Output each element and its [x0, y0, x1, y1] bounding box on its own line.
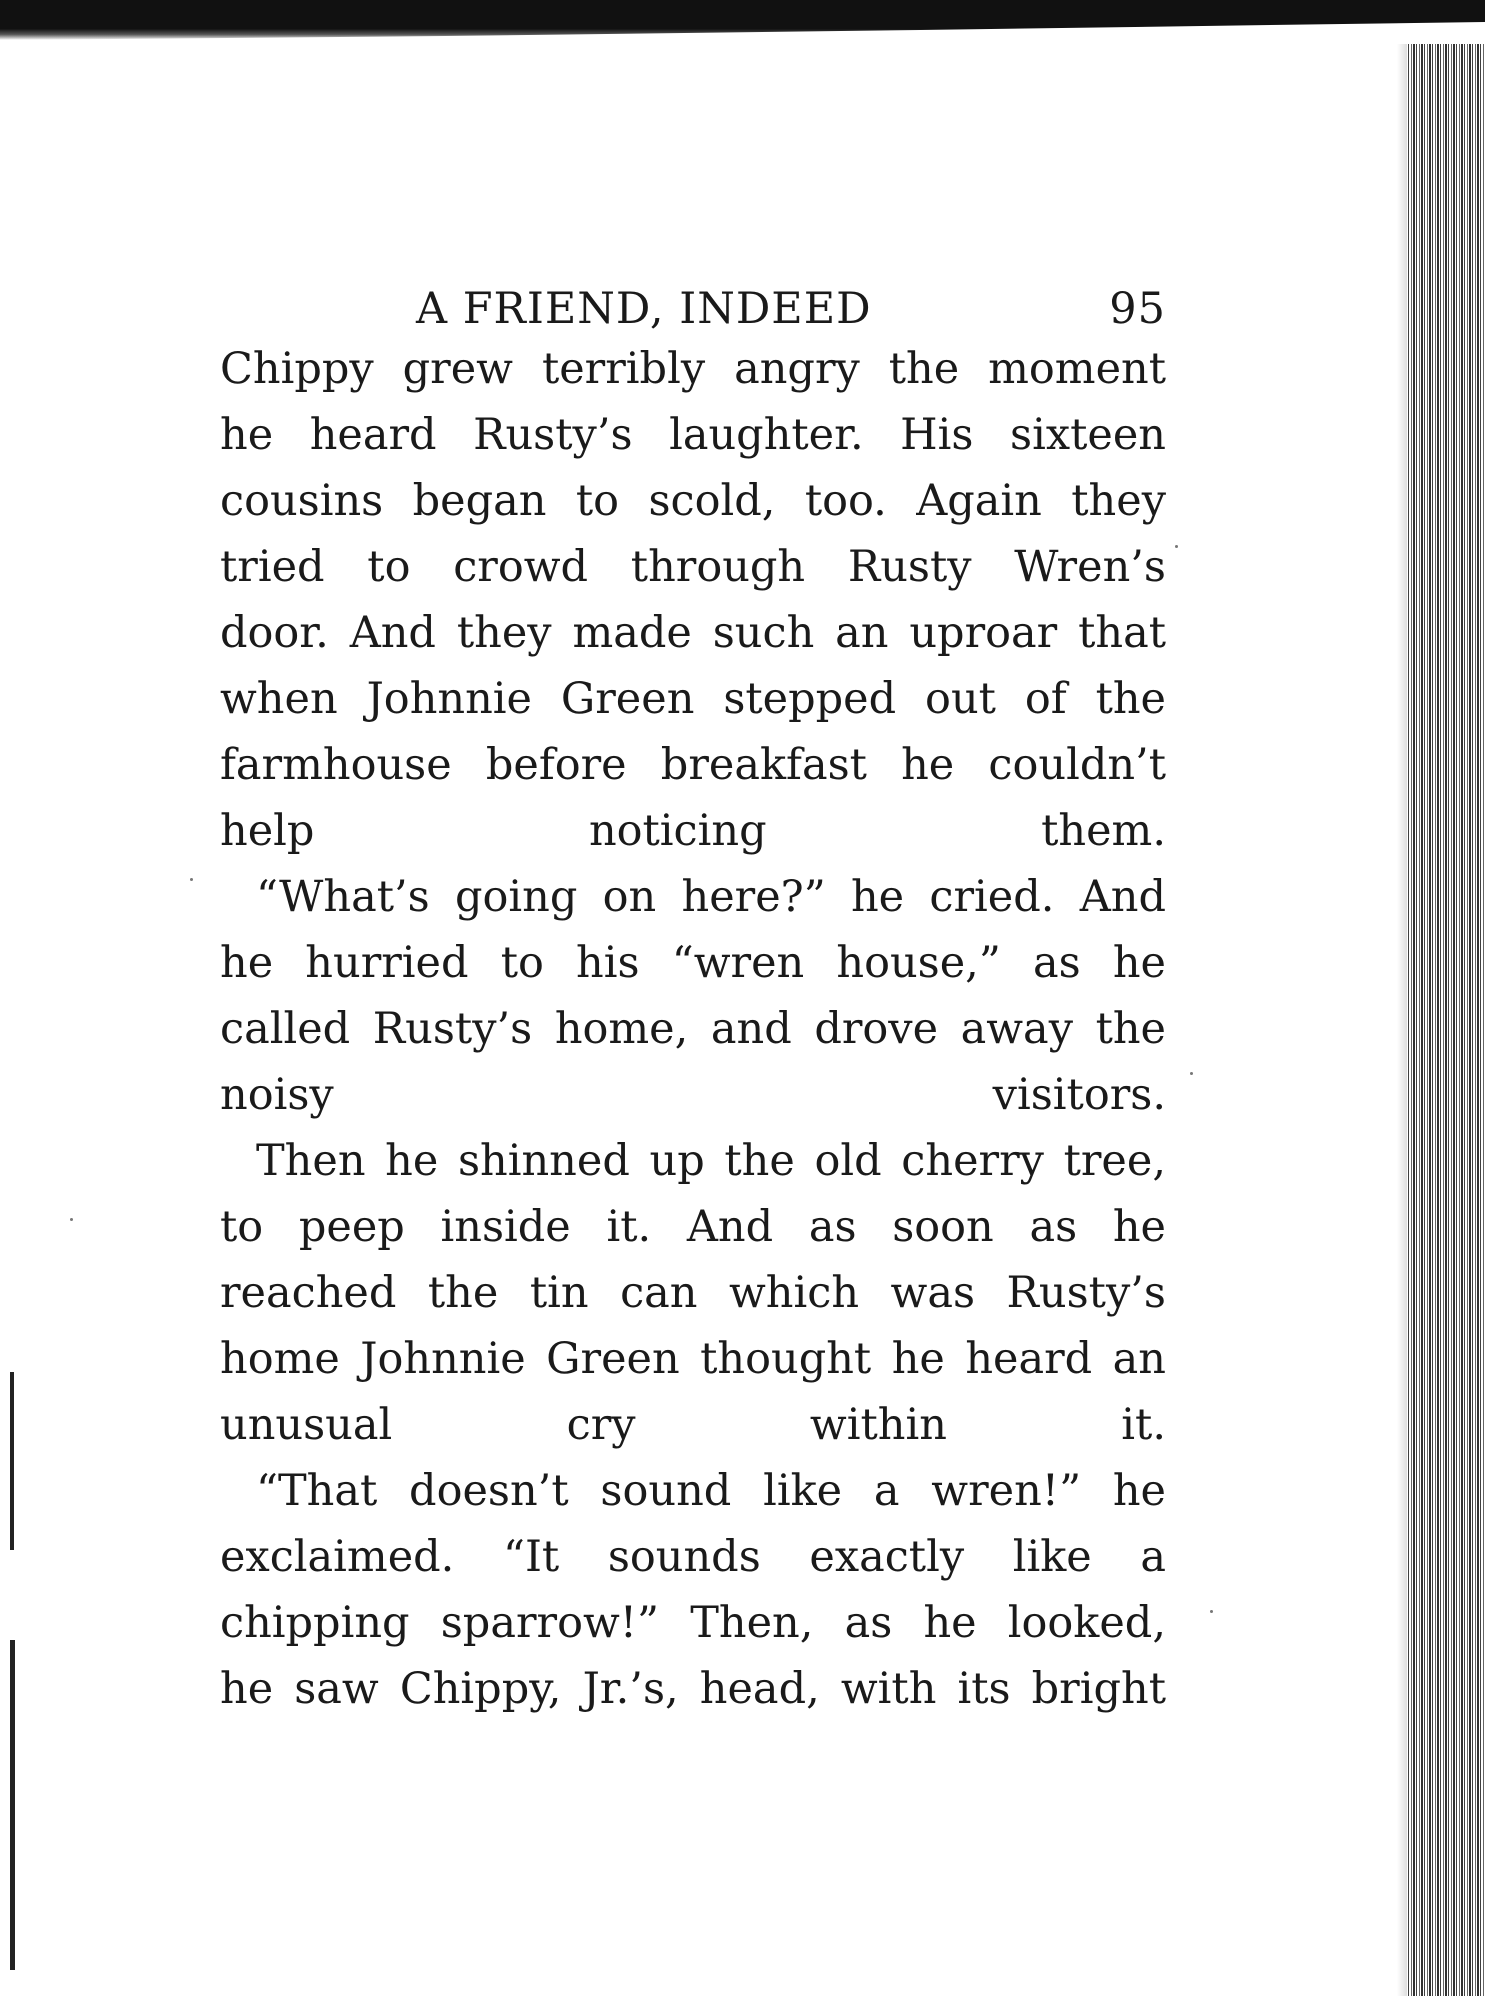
text-line: “What’s going on here?” he cried. And — [256, 872, 1166, 922]
page-top-edge-shadow — [0, 0, 1485, 40]
paragraph-4 — [220, 1458, 1166, 1722]
text-line: Chippy grew terribly angry the moment — [220, 344, 1166, 394]
text-line: door. And they made such an uproar that — [220, 608, 1166, 658]
text-line: unusual cry within it. — [220, 1400, 1166, 1450]
left-edge-mark — [10, 1372, 14, 1550]
left-edge-mark — [10, 1640, 15, 1970]
running-head-title: A FRIEND, INDEED — [416, 284, 872, 334]
paper-speck — [1190, 1072, 1193, 1075]
text-line: called Rusty’s home, and drove away the — [220, 1004, 1166, 1054]
text-line: when Johnnie Green stepped out of the — [220, 674, 1166, 724]
paper-speck — [1175, 545, 1178, 548]
paragraph-3 — [220, 1128, 1166, 1458]
page-number: 95 — [1109, 284, 1166, 334]
text-line: tried to crowd through Rusty Wren’s — [220, 542, 1166, 592]
text-line: he heard Rusty’s laughter. His sixteen — [220, 410, 1166, 460]
text-line: cousins began to scold, too. Again they — [220, 476, 1166, 526]
paper-speck — [70, 1218, 73, 1221]
text-line: noisy visitors. — [220, 1070, 1166, 1120]
text-line: Then he shinned up the old cherry tree, — [256, 1136, 1166, 1186]
running-head — [220, 270, 1166, 336]
paragraph-1 — [220, 336, 1166, 864]
text-line: he saw Chippy, Jr.’s, head, with its bright — [220, 1664, 1166, 1714]
text-line: chipping sparrow!” Then, as he looked, — [220, 1598, 1166, 1648]
page-content — [220, 270, 1166, 1722]
text-line: help noticing them. — [220, 806, 1166, 856]
text-line: he hurried to his “wren house,” as he — [220, 938, 1166, 988]
book-spine-edge — [1407, 44, 1485, 1996]
text-line: home Johnnie Green thought he heard an — [220, 1334, 1166, 1384]
text-line: to peep inside it. And as soon as he — [220, 1202, 1166, 1252]
gutter-shadow — [1397, 44, 1407, 1996]
paper-speck — [1210, 1610, 1213, 1613]
text-line: exclaimed. “It sounds exactly like a — [220, 1532, 1166, 1582]
text-line: farmhouse before breakfast he couldn’t — [220, 740, 1166, 790]
paragraph-2 — [220, 864, 1166, 1128]
text-line: reached the tin can which was Rusty’s — [220, 1268, 1166, 1318]
text-line: “That doesn’t sound like a wren!” he — [256, 1466, 1166, 1516]
paper-speck — [190, 878, 193, 881]
